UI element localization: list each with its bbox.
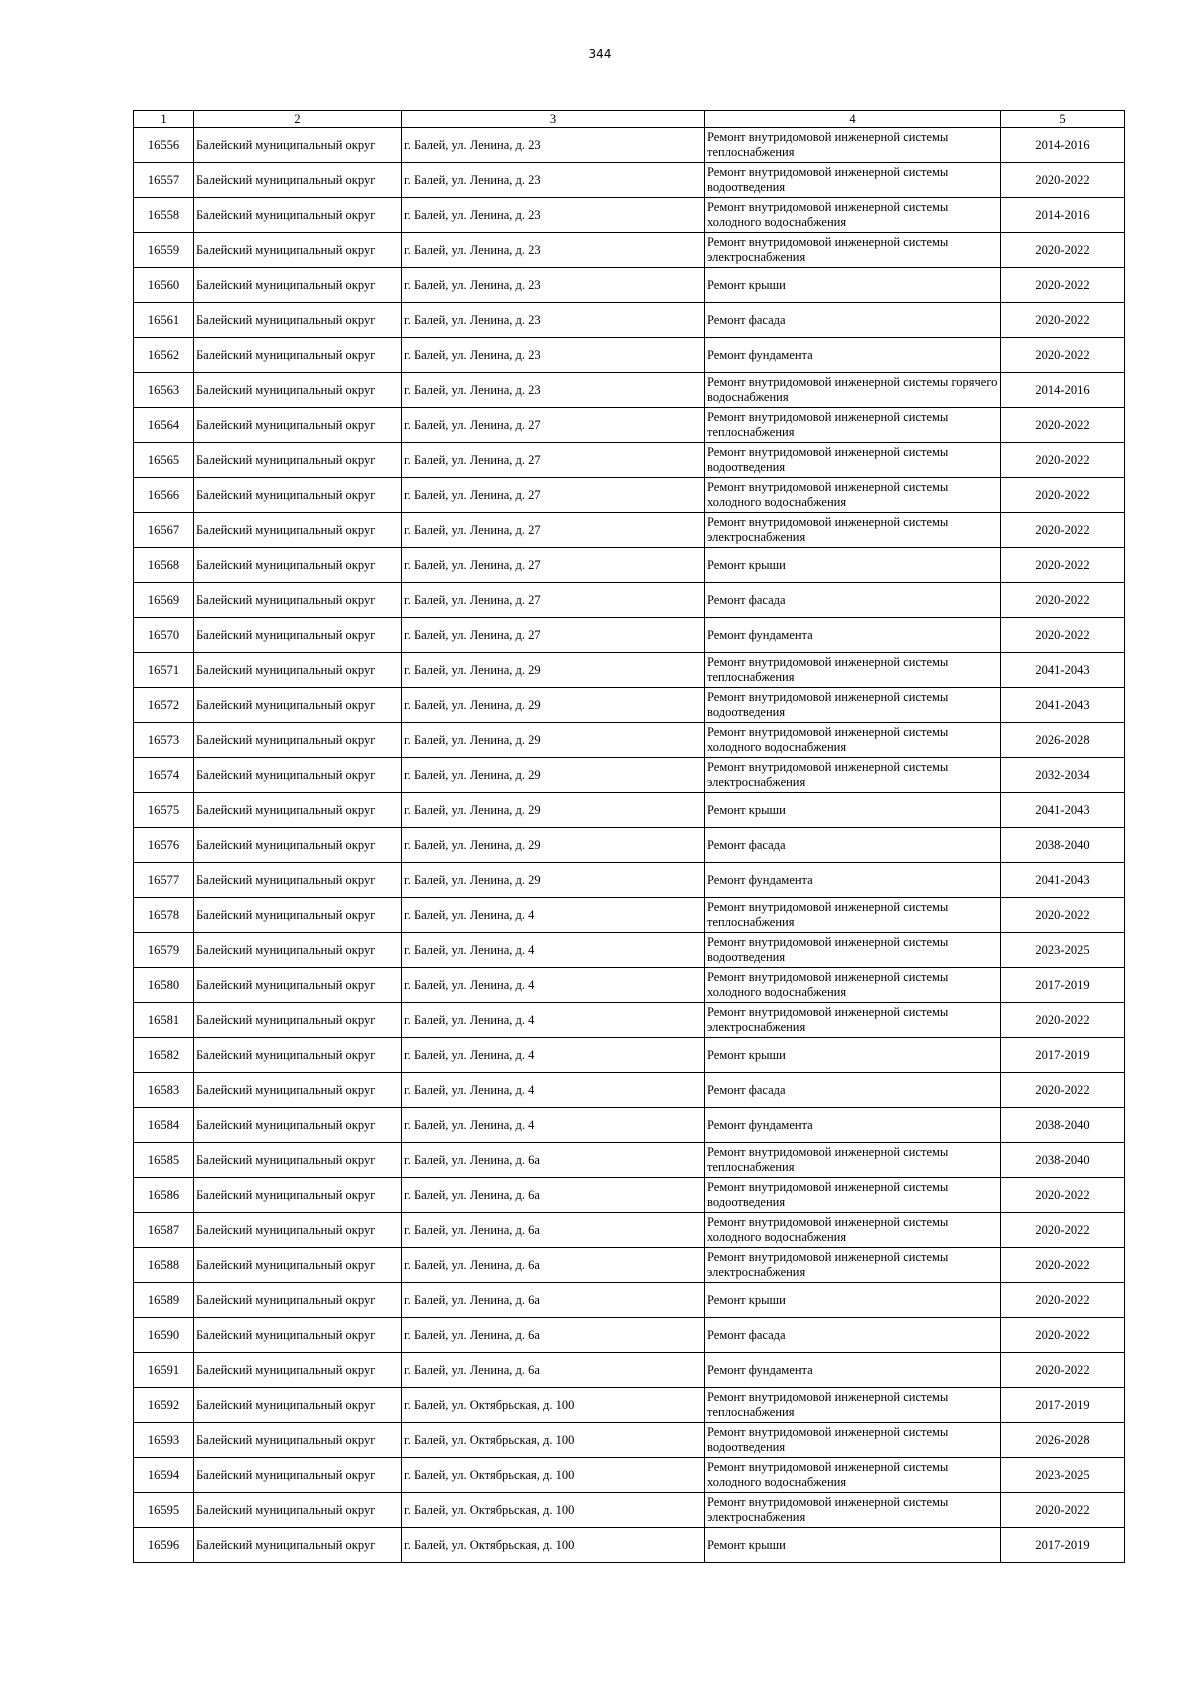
address-cell: г. Балей, ул. Ленина, д. 23 [402, 268, 705, 303]
municipality-cell: Балейский муниципальный округ [194, 1318, 402, 1353]
row-number-cell: 16568 [134, 548, 194, 583]
table-row [134, 1493, 1125, 1528]
address-cell: г. Балей, ул. Ленина, д. 6а [402, 1353, 705, 1388]
municipality-cell: Балейский муниципальный округ [194, 618, 402, 653]
work-type-cell: Ремонт фасада [705, 1318, 1001, 1353]
table-row [134, 1388, 1125, 1423]
municipality-cell: Балейский муниципальный округ [194, 163, 402, 198]
period-cell: 2020-2022 [1001, 303, 1125, 338]
work-type-cell: Ремонт внутридомовой инженерной системы водоотведения [705, 1423, 1001, 1458]
period-cell: 2020-2022 [1001, 1493, 1125, 1528]
period-cell: 2020-2022 [1001, 443, 1125, 478]
period-cell: 2020-2022 [1001, 408, 1125, 443]
row-number-cell: 16577 [134, 863, 194, 898]
row-number-cell: 16570 [134, 618, 194, 653]
address-cell: г. Балей, ул. Ленина, д. 23 [402, 373, 705, 408]
period-cell: 2020-2022 [1001, 1248, 1125, 1283]
column-header-2: 2 [194, 111, 402, 128]
municipality-cell: Балейский муниципальный округ [194, 128, 402, 163]
address-cell: г. Балей, ул. Ленина, д. 23 [402, 128, 705, 163]
address-cell: г. Балей, ул. Ленина, д. 29 [402, 863, 705, 898]
table-row [134, 408, 1125, 443]
address-cell: г. Балей, ул. Ленина, д. 29 [402, 758, 705, 793]
address-cell: г. Балей, ул. Октябрьская, д. 100 [402, 1528, 705, 1563]
period-cell: 2026-2028 [1001, 723, 1125, 758]
row-number-cell: 16583 [134, 1073, 194, 1108]
row-number-cell: 16565 [134, 443, 194, 478]
period-cell: 2014-2016 [1001, 128, 1125, 163]
table-row [134, 898, 1125, 933]
work-type-cell: Ремонт внутридомовой инженерной системы холодного водоснабжения [705, 198, 1001, 233]
table-row [134, 863, 1125, 898]
table-row [134, 933, 1125, 968]
table-row [134, 373, 1125, 408]
work-type-cell: Ремонт фундамента [705, 1353, 1001, 1388]
period-cell: 2038-2040 [1001, 1143, 1125, 1178]
address-cell: г. Балей, ул. Ленина, д. 4 [402, 933, 705, 968]
work-type-cell: Ремонт фасада [705, 828, 1001, 863]
work-type-cell: Ремонт внутридомовой инженерной системы теплоснабжения [705, 1143, 1001, 1178]
municipality-cell: Балейский муниципальный округ [194, 1353, 402, 1388]
municipality-cell: Балейский муниципальный округ [194, 1213, 402, 1248]
table-row [134, 1073, 1125, 1108]
row-number-cell: 16557 [134, 163, 194, 198]
municipality-cell: Балейский муниципальный округ [194, 198, 402, 233]
period-cell: 2041-2043 [1001, 653, 1125, 688]
municipality-cell: Балейский муниципальный округ [194, 898, 402, 933]
municipality-cell: Балейский муниципальный округ [194, 1388, 402, 1423]
period-cell: 2020-2022 [1001, 338, 1125, 373]
period-cell: 2020-2022 [1001, 1003, 1125, 1038]
work-type-cell: Ремонт крыши [705, 268, 1001, 303]
work-type-cell: Ремонт внутридомовой инженерной системы холодного водоснабжения [705, 968, 1001, 1003]
municipality-cell: Балейский муниципальный округ [194, 478, 402, 513]
row-number-cell: 16559 [134, 233, 194, 268]
period-cell: 2020-2022 [1001, 478, 1125, 513]
period-cell: 2023-2025 [1001, 933, 1125, 968]
work-type-cell: Ремонт крыши [705, 1038, 1001, 1073]
address-cell: г. Балей, ул. Ленина, д. 4 [402, 1108, 705, 1143]
period-cell: 2020-2022 [1001, 1213, 1125, 1248]
address-cell: г. Балей, ул. Ленина, д. 23 [402, 338, 705, 373]
period-cell: 2020-2022 [1001, 1073, 1125, 1108]
work-type-cell: Ремонт фундамента [705, 618, 1001, 653]
address-cell: г. Балей, ул. Октябрьская, д. 100 [402, 1493, 705, 1528]
row-number-cell: 16564 [134, 408, 194, 443]
work-type-cell: Ремонт крыши [705, 548, 1001, 583]
work-type-cell: Ремонт внутридомовой инженерной системы холодного водоснабжения [705, 1458, 1001, 1493]
address-cell: г. Балей, ул. Ленина, д. 6а [402, 1143, 705, 1178]
row-number-cell: 16591 [134, 1353, 194, 1388]
row-number-cell: 16571 [134, 653, 194, 688]
address-cell: г. Балей, ул. Ленина, д. 27 [402, 618, 705, 653]
table-row [134, 128, 1125, 163]
period-cell: 2032-2034 [1001, 758, 1125, 793]
period-cell: 2020-2022 [1001, 583, 1125, 618]
municipality-cell: Балейский муниципальный округ [194, 408, 402, 443]
column-header-1: 1 [134, 111, 194, 128]
municipality-cell: Балейский муниципальный округ [194, 1038, 402, 1073]
municipality-cell: Балейский муниципальный округ [194, 513, 402, 548]
work-type-cell: Ремонт внутридомовой инженерной системы водоотведения [705, 688, 1001, 723]
column-header-5: 5 [1001, 111, 1125, 128]
table-row [134, 478, 1125, 513]
municipality-cell: Балейский муниципальный округ [194, 1248, 402, 1283]
address-cell: г. Балей, ул. Ленина, д. 4 [402, 968, 705, 1003]
municipality-cell: Балейский муниципальный округ [194, 688, 402, 723]
municipality-cell: Балейский муниципальный округ [194, 1143, 402, 1178]
address-cell: г. Балей, ул. Ленина, д. 4 [402, 1038, 705, 1073]
municipality-cell: Балейский муниципальный округ [194, 723, 402, 758]
row-number-cell: 16580 [134, 968, 194, 1003]
table-row [134, 793, 1125, 828]
period-cell: 2020-2022 [1001, 513, 1125, 548]
municipality-cell: Балейский муниципальный округ [194, 1108, 402, 1143]
row-number-cell: 16586 [134, 1178, 194, 1213]
table-row [134, 1528, 1125, 1563]
period-cell: 2017-2019 [1001, 1038, 1125, 1073]
page-number: 344 [588, 47, 612, 61]
row-number-cell: 16582 [134, 1038, 194, 1073]
work-type-cell: Ремонт внутридомовой инженерной системы холодного водоснабжения [705, 478, 1001, 513]
municipality-cell: Балейский муниципальный округ [194, 828, 402, 863]
work-type-cell: Ремонт внутридомовой инженерной системы теплоснабжения [705, 128, 1001, 163]
row-number-cell: 16588 [134, 1248, 194, 1283]
work-type-cell: Ремонт внутридомовой инженерной системы холодного водоснабжения [705, 1213, 1001, 1248]
table-row [134, 828, 1125, 863]
period-cell: 2038-2040 [1001, 1108, 1125, 1143]
work-type-cell: Ремонт внутридомовой инженерной системы теплоснабжения [705, 1388, 1001, 1423]
row-number-cell: 16556 [134, 128, 194, 163]
row-number-cell: 16585 [134, 1143, 194, 1178]
row-number-cell: 16567 [134, 513, 194, 548]
work-type-cell: Ремонт внутридомовой инженерной системы водоотведения [705, 1178, 1001, 1213]
row-number-cell: 16560 [134, 268, 194, 303]
row-number-cell: 16569 [134, 583, 194, 618]
work-type-cell: Ремонт фасада [705, 1073, 1001, 1108]
address-cell: г. Балей, ул. Ленина, д. 27 [402, 443, 705, 478]
municipality-cell: Балейский муниципальный округ [194, 1003, 402, 1038]
address-cell: г. Балей, ул. Ленина, д. 6а [402, 1248, 705, 1283]
period-cell: 2041-2043 [1001, 793, 1125, 828]
work-type-cell: Ремонт крыши [705, 1283, 1001, 1318]
row-number-cell: 16562 [134, 338, 194, 373]
row-number-cell: 16558 [134, 198, 194, 233]
row-number-cell: 16587 [134, 1213, 194, 1248]
row-number-cell: 16579 [134, 933, 194, 968]
column-header-4: 4 [705, 111, 1001, 128]
work-type-cell: Ремонт внутридомовой инженерной системы электроснабжения [705, 1493, 1001, 1528]
municipality-cell: Балейский муниципальный округ [194, 303, 402, 338]
period-cell: 2014-2016 [1001, 198, 1125, 233]
period-cell: 2017-2019 [1001, 968, 1125, 1003]
address-cell: г. Балей, ул. Ленина, д. 4 [402, 1003, 705, 1038]
table-row [134, 513, 1125, 548]
period-cell: 2020-2022 [1001, 233, 1125, 268]
municipality-cell: Балейский муниципальный округ [194, 793, 402, 828]
work-type-cell: Ремонт внутридомовой инженерной системы электроснабжения [705, 1003, 1001, 1038]
work-type-cell: Ремонт внутридомовой инженерной системы электроснабжения [705, 233, 1001, 268]
table-row [134, 688, 1125, 723]
table-row [134, 1143, 1125, 1178]
municipality-cell: Балейский муниципальный округ [194, 1283, 402, 1318]
address-cell: г. Балей, ул. Ленина, д. 6а [402, 1178, 705, 1213]
table-row [134, 268, 1125, 303]
period-cell: 2020-2022 [1001, 1318, 1125, 1353]
work-type-cell: Ремонт фундамента [705, 338, 1001, 373]
address-cell: г. Балей, ул. Ленина, д. 27 [402, 513, 705, 548]
period-cell: 2038-2040 [1001, 828, 1125, 863]
row-number-cell: 16563 [134, 373, 194, 408]
work-type-cell: Ремонт внутридомовой инженерной системы водоотведения [705, 163, 1001, 198]
row-number-cell: 16561 [134, 303, 194, 338]
address-cell: г. Балей, ул. Ленина, д. 23 [402, 163, 705, 198]
municipality-cell: Балейский муниципальный округ [194, 933, 402, 968]
work-type-cell: Ремонт крыши [705, 1528, 1001, 1563]
period-cell: 2017-2019 [1001, 1528, 1125, 1563]
table-body [134, 128, 1125, 1563]
work-type-cell: Ремонт фундамента [705, 863, 1001, 898]
address-cell: г. Балей, ул. Октябрьская, д. 100 [402, 1423, 705, 1458]
repair-schedule-table [133, 110, 1125, 1563]
table-row [134, 443, 1125, 478]
period-cell: 2020-2022 [1001, 548, 1125, 583]
row-number-cell: 16584 [134, 1108, 194, 1143]
table-row [134, 1353, 1125, 1388]
row-number-cell: 16595 [134, 1493, 194, 1528]
address-cell: г. Балей, ул. Ленина, д. 29 [402, 828, 705, 863]
column-header-3: 3 [402, 111, 705, 128]
table-row [134, 583, 1125, 618]
row-number-cell: 16576 [134, 828, 194, 863]
table-row [134, 1318, 1125, 1353]
address-cell: г. Балей, ул. Ленина, д. 27 [402, 583, 705, 618]
row-number-cell: 16596 [134, 1528, 194, 1563]
period-cell: 2020-2022 [1001, 268, 1125, 303]
table-row [134, 1423, 1125, 1458]
address-cell: г. Балей, ул. Ленина, д. 27 [402, 548, 705, 583]
work-type-cell: Ремонт крыши [705, 793, 1001, 828]
row-number-cell: 16573 [134, 723, 194, 758]
work-type-cell: Ремонт внутридомовой инженерной системы электроснабжения [705, 1248, 1001, 1283]
address-cell: г. Балей, ул. Ленина, д. 23 [402, 198, 705, 233]
work-type-cell: Ремонт внутридомовой инженерной системы теплоснабжения [705, 408, 1001, 443]
table-row [134, 303, 1125, 338]
address-cell: г. Балей, ул. Ленина, д. 6а [402, 1213, 705, 1248]
row-number-cell: 16590 [134, 1318, 194, 1353]
period-cell: 2041-2043 [1001, 688, 1125, 723]
row-number-cell: 16592 [134, 1388, 194, 1423]
table-row [134, 1283, 1125, 1318]
row-number-cell: 16574 [134, 758, 194, 793]
table-row [134, 338, 1125, 373]
table-row [134, 723, 1125, 758]
period-cell: 2020-2022 [1001, 1178, 1125, 1213]
period-cell: 2023-2025 [1001, 1458, 1125, 1493]
address-cell: г. Балей, ул. Ленина, д. 29 [402, 653, 705, 688]
municipality-cell: Балейский муниципальный округ [194, 233, 402, 268]
work-type-cell: Ремонт внутридомовой инженерной системы теплоснабжения [705, 898, 1001, 933]
period-cell: 2020-2022 [1001, 1353, 1125, 1388]
period-cell: 2020-2022 [1001, 163, 1125, 198]
table-row [134, 618, 1125, 653]
work-type-cell: Ремонт внутридомовой инженерной системы водоотведения [705, 443, 1001, 478]
municipality-cell: Балейский муниципальный округ [194, 373, 402, 408]
work-type-cell: Ремонт внутридомовой инженерной системы электроснабжения [705, 758, 1001, 793]
row-number-cell: 16594 [134, 1458, 194, 1493]
municipality-cell: Балейский муниципальный округ [194, 968, 402, 1003]
period-cell: 2017-2019 [1001, 1388, 1125, 1423]
row-number-cell: 16581 [134, 1003, 194, 1038]
address-cell: г. Балей, ул. Ленина, д. 4 [402, 898, 705, 933]
period-cell: 2020-2022 [1001, 618, 1125, 653]
table-row [134, 1108, 1125, 1143]
work-type-cell: Ремонт фундамента [705, 1108, 1001, 1143]
municipality-cell: Балейский муниципальный округ [194, 1423, 402, 1458]
table-row [134, 1213, 1125, 1248]
table-row [134, 1003, 1125, 1038]
work-type-cell: Ремонт внутридомовой инженерной системы холодного водоснабжения [705, 723, 1001, 758]
period-cell: 2020-2022 [1001, 898, 1125, 933]
table-row [134, 233, 1125, 268]
address-cell: г. Балей, ул. Ленина, д. 29 [402, 688, 705, 723]
address-cell: г. Балей, ул. Ленина, д. 4 [402, 1073, 705, 1108]
municipality-cell: Балейский муниципальный округ [194, 1178, 402, 1213]
row-number-cell: 16572 [134, 688, 194, 723]
row-number-cell: 16575 [134, 793, 194, 828]
row-number-cell: 16578 [134, 898, 194, 933]
address-cell: г. Балей, ул. Ленина, д. 23 [402, 303, 705, 338]
municipality-cell: Балейский муниципальный округ [194, 268, 402, 303]
row-number-cell: 16593 [134, 1423, 194, 1458]
municipality-cell: Балейский муниципальный округ [194, 1493, 402, 1528]
header-row [134, 111, 1125, 128]
address-cell: г. Балей, ул. Ленина, д. 27 [402, 408, 705, 443]
table-header [134, 111, 1125, 128]
table-row [134, 163, 1125, 198]
address-cell: г. Балей, ул. Ленина, д. 23 [402, 233, 705, 268]
period-cell: 2041-2043 [1001, 863, 1125, 898]
municipality-cell: Балейский муниципальный округ [194, 1073, 402, 1108]
table-row [134, 198, 1125, 233]
row-number-cell: 16566 [134, 478, 194, 513]
work-type-cell: Ремонт фасада [705, 583, 1001, 618]
work-type-cell: Ремонт внутридомовой инженерной системы электроснабжения [705, 513, 1001, 548]
table-row [134, 968, 1125, 1003]
table-row [134, 653, 1125, 688]
municipality-cell: Балейский муниципальный округ [194, 1458, 402, 1493]
municipality-cell: Балейский муниципальный округ [194, 1528, 402, 1563]
table-row [134, 1038, 1125, 1073]
address-cell: г. Балей, ул. Ленина, д. 6а [402, 1283, 705, 1318]
table-row [134, 1178, 1125, 1213]
table-row [134, 758, 1125, 793]
municipality-cell: Балейский муниципальный округ [194, 338, 402, 373]
address-cell: г. Балей, ул. Октябрьская, д. 100 [402, 1388, 705, 1423]
address-cell: г. Балей, ул. Ленина, д. 6а [402, 1318, 705, 1353]
municipality-cell: Балейский муниципальный округ [194, 863, 402, 898]
municipality-cell: Балейский муниципальный округ [194, 548, 402, 583]
municipality-cell: Балейский муниципальный округ [194, 583, 402, 618]
work-type-cell: Ремонт внутридомовой инженерной системы теплоснабжения [705, 653, 1001, 688]
address-cell: г. Балей, ул. Октябрьская, д. 100 [402, 1458, 705, 1493]
table-row [134, 548, 1125, 583]
municipality-cell: Балейский муниципальный округ [194, 653, 402, 688]
address-cell: г. Балей, ул. Ленина, д. 29 [402, 723, 705, 758]
row-number-cell: 16589 [134, 1283, 194, 1318]
work-type-cell: Ремонт фасада [705, 303, 1001, 338]
period-cell: 2014-2016 [1001, 373, 1125, 408]
work-type-cell: Ремонт внутридомовой инженерной системы горячего водоснабжения [705, 373, 1001, 408]
period-cell: 2026-2028 [1001, 1423, 1125, 1458]
work-type-cell: Ремонт внутридомовой инженерной системы водоотведения [705, 933, 1001, 968]
period-cell: 2020-2022 [1001, 1283, 1125, 1318]
table-row [134, 1458, 1125, 1493]
address-cell: г. Балей, ул. Ленина, д. 29 [402, 793, 705, 828]
municipality-cell: Балейский муниципальный округ [194, 758, 402, 793]
municipality-cell: Балейский муниципальный округ [194, 443, 402, 478]
address-cell: г. Балей, ул. Ленина, д. 27 [402, 478, 705, 513]
table-row [134, 1248, 1125, 1283]
